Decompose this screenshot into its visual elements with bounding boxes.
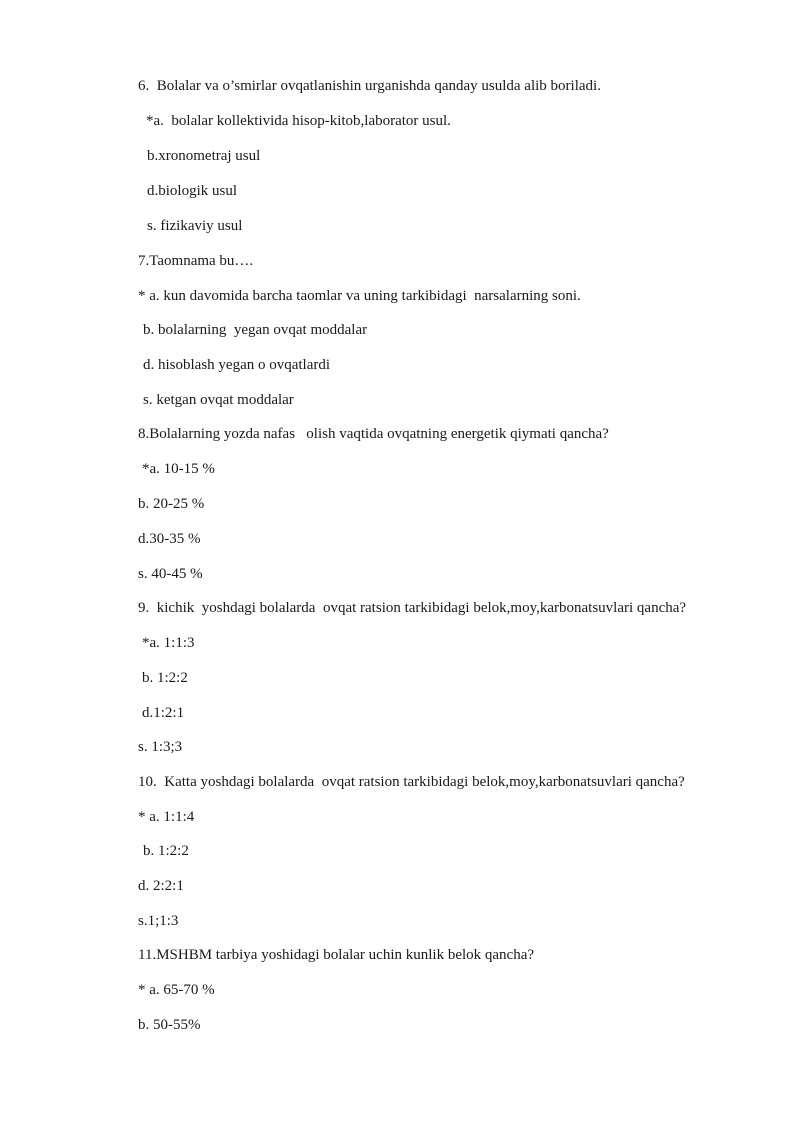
question-9-option-a: *a. 1:1:3 — [142, 635, 195, 651]
question-10-option-s: s.1;1:3 — [138, 913, 179, 929]
question-9-option-s: s. 1:3;3 — [138, 739, 183, 755]
question-10-option-b: b. 1:2:2 — [143, 843, 189, 859]
question-9-option-b: b. 1:2:2 — [142, 670, 188, 686]
question-7: 7.Taomnama bu…. — [138, 253, 254, 269]
question-10: 10. Katta yoshdagi bolalarda ovqat ratsion tarkibidagi belok,moy,karbonatsuvlari qancha? — [138, 774, 685, 790]
question-7-option-a: * a. kun davomida barcha taomlar va uning tarkibidagi narsalarning soni. — [138, 288, 581, 304]
question-11-option-b: b. 50-55% — [138, 1017, 201, 1033]
question-7-option-b: b. bolalarning yegan ovqat moddalar — [143, 322, 368, 338]
question-7-option-s: s. ketgan ovqat moddalar — [143, 392, 294, 408]
question-6-option-s: s. fizikaviy usul — [147, 218, 243, 234]
question-11-option-a: * a. 65-70 % — [138, 982, 215, 998]
question-8-option-s: s. 40-45 % — [138, 566, 203, 582]
question-10-option-a: * a. 1:1:4 — [138, 809, 195, 825]
question-8-option-b: b. 20-25 % — [138, 496, 205, 512]
question-6-option-a: *a. bolalar kollektivida hisop-kitob,laborator usul. — [146, 113, 451, 129]
question-10-option-d: d. 2:2:1 — [138, 878, 184, 894]
question-9: 9. kichik yoshdagi bolalarda ovqat ratsion tarkibidagi belok,moy,karbonatsuvlari qancha? — [138, 600, 687, 616]
question-7-option-d: d. hisoblash yegan o ovqatlardi — [143, 357, 331, 373]
question-11: 11.MSHBM tarbiya yoshidagi bolalar uchin kunlik belok qancha? — [138, 947, 535, 963]
question-8: 8.Bolalarning yozda nafas olish vaqtida ovqatning energetik qiymati qancha? — [138, 426, 609, 442]
question-6-option-b: b.xronometraj usul — [147, 148, 261, 164]
question-6-option-d: d.biologik usul — [147, 183, 238, 199]
question-8-option-d: d.30-35 % — [138, 531, 201, 547]
question-9-option-d: d.1:2:1 — [142, 705, 185, 721]
question-8-option-a: *a. 10-15 % — [142, 461, 215, 477]
question-6: 6. Bolalar va o’smirlar ovqatlanishin urganishda qanday usulda alib boriladi. — [138, 78, 601, 94]
